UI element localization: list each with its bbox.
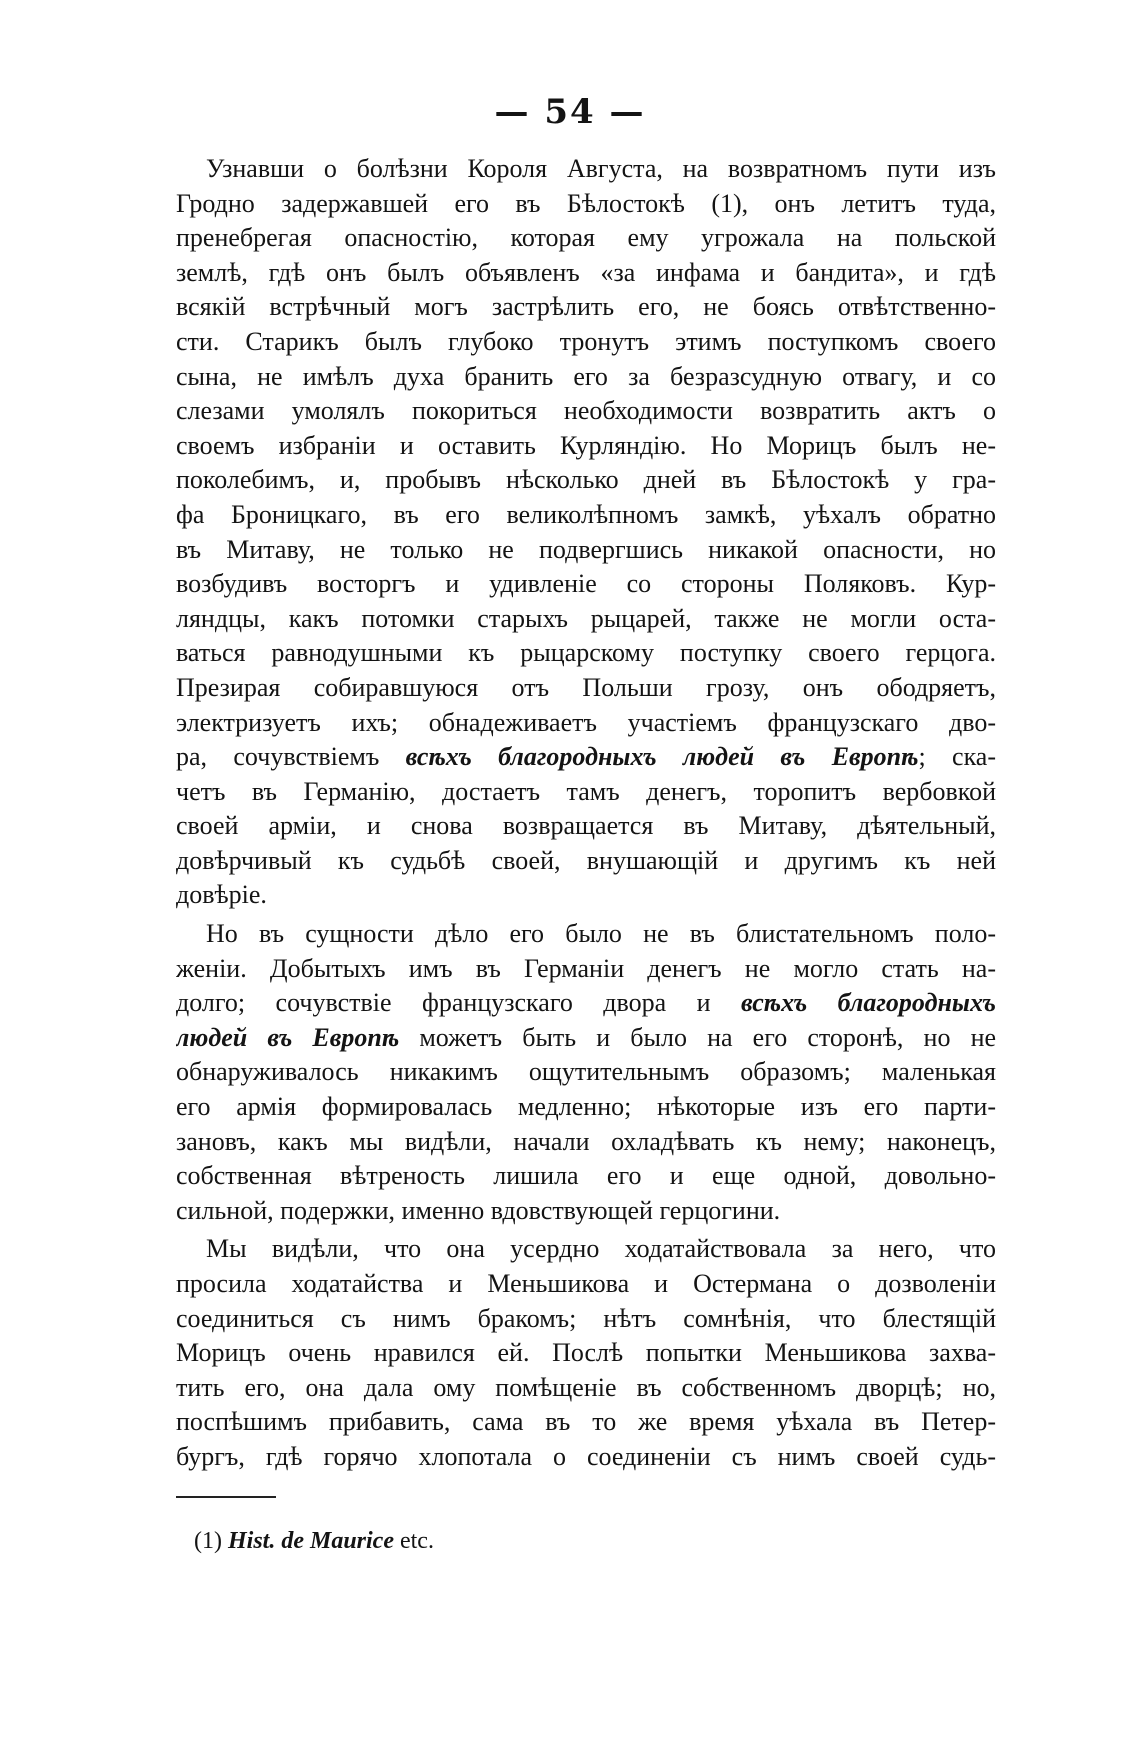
footnote-rest: etc. [399,1528,434,1554]
text-line: ваться равнодушными къ рыцарскому поступку своего герцога. [176,638,996,668]
text-line: Узнавши о болѣзни Короля Августа, на возвратномъ пути изъ [206,154,996,183]
paragraph-1 [176,152,996,913]
text-line: довѣріе. [176,880,267,910]
text-line: Но въ сущности дѣло его было не въ блистательномъ поло- [206,919,996,949]
text-segment: долго; сочувствіе французскаго двора и [176,988,711,1018]
text-line: землѣ, гдѣ онъ былъ объявленъ «за инфама и бандита», и гдѣ [176,257,996,287]
text-line: просила ходатайства и Меньшикова и Остермана о дозволеніи [176,1269,996,1298]
text-line: собственная вѣтреность лишила его и еще одной, довольно- [176,1161,996,1191]
text-line: пренебрегая опасностію, которая ему угрожала на польской [176,223,996,253]
italic-phrase: всѣхъ благородныхъ людей въ Европѣ [405,742,919,772]
text-line: обнаруживалось никакимъ ощутительнымъ образомъ; маленькая [176,1057,996,1087]
text-line: Гродно задержавшей его въ Бѣлостокѣ (1), онъ летитъ туда, [176,188,996,218]
text-line: въ Митаву, не только не подвергшись никакой опасности, но [176,534,996,564]
text-line: всякій встрѣчный могъ застрѣлить его, не боясь отвѣтственно- [176,292,996,322]
page-number: — 54 — [494,92,646,132]
text-line: Мы видѣли, что она усердно ходатайствовала за него, что [206,1234,996,1264]
text-segment: ; ска- [918,742,996,772]
footnote [194,1528,434,1555]
text-line: поколебимъ, и, пробывъ нѣсколько дней въ Бѣлостокѣ у гра- [176,465,996,495]
body-text [176,152,996,1475]
text-line: бургъ, гдѣ горячо хлопотала о соединеніи съ нимъ своей судь- [176,1441,996,1471]
text-line: зановъ, какъ мы видѣли, начали охладѣвать къ нему; наконецъ, [176,1126,996,1156]
text-line: возбудивъ восторгъ и удивленіе со стороны Поляковъ. Кур- [176,569,996,599]
text-line: сына, не имѣлъ духа бранить его за безразсудную отвагу, и со [176,361,996,391]
text-line: сильной, подержки, именно вдовствующей герцогини. [176,1195,781,1225]
text-line: своемъ избраніи и оставить Курляндію. Но Морицъ былъ не- [176,430,996,460]
text-line: фа Броницкаго, въ его великолѣпномъ замкѣ, уѣхалъ обратно [176,499,996,529]
italic-phrase: людей въ Европѣ [176,1022,400,1052]
text-line: сти. Старикъ былъ глубоко тронутъ этимъ поступкомъ своего [176,326,996,356]
text-line: электризуетъ ихъ; обнадеживаетъ участіемъ французскаго дво- [176,707,996,737]
text-line-mixed [176,1021,996,1056]
paragraph-2 [176,917,996,1228]
text-line: четъ въ Германію, достаетъ тамъ денегъ, торопитъ вербовкой [176,776,996,806]
text-line: слезами умолялъ покориться необходимости возвратить актъ о [176,396,996,426]
footnote-marker: (1) [194,1528,222,1554]
text-line: поспѣшимъ прибавить, сама въ то же время уѣхала въ Петер- [176,1407,996,1437]
text-line: женіи. Добытыхъ имъ въ Германіи денегъ не могло стать на- [176,953,996,983]
text-segment: ра, сочувствіемъ [176,742,380,772]
text-line-mixed [176,986,996,1021]
footnote-rule [176,1496,276,1498]
paragraph-3 [176,1232,996,1474]
text-line: ляндцы, какъ потомки старыхъ рыцарей, также не могли оста- [176,603,996,633]
text-line: Презирая собиравшуюся отъ Польши грозу, онъ ободряетъ, [176,672,996,702]
footnote-title: Hist. de Maurice [227,1528,394,1554]
text-line: своей арміи, и снова возвращается въ Митаву, дѣятельный, [176,811,996,841]
text-line-mixed [176,740,996,775]
italic-phrase: всѣхъ благородныхъ [740,988,996,1018]
text-line: соединиться съ нимъ бракомъ; нѣтъ сомнѣнія, что блестящій [176,1303,996,1333]
text-line: довѣрчивый къ судьбѣ своей, внушающій и другимъ къ ней [176,845,996,875]
text-line: Морицъ очень нравился ей. Послѣ попытки Меньшикова захва- [176,1338,996,1368]
text-line: тить его, она дала ому помѣщеніе въ собственномъ дворцѣ; но, [176,1372,996,1402]
text-line: его армія формировалась медленно; нѣкоторые изъ его парти- [176,1092,996,1122]
text-segment: можетъ быть и было на его сторонѣ, но не [419,1022,996,1052]
